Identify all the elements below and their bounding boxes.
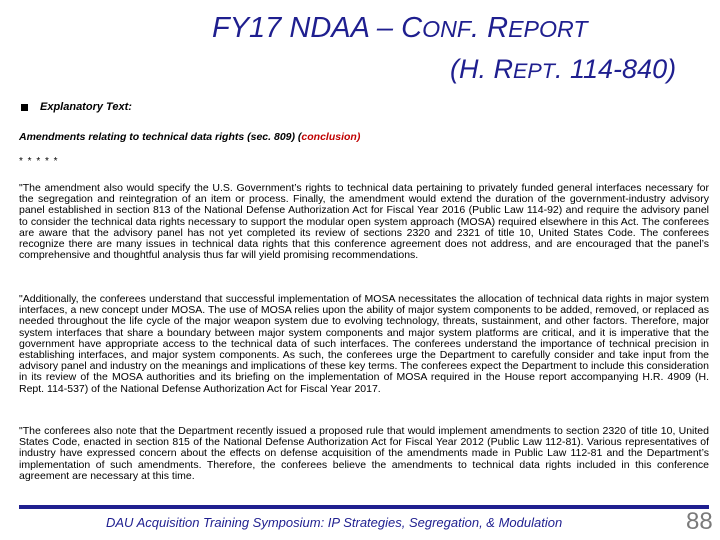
title-part: . R	[471, 12, 509, 44]
footer-text: DAU Acquisition Training Symposium: IP Strategies, Segregation, & Modulation	[106, 515, 563, 530]
slide-title-line2	[450, 54, 676, 85]
amendment-conclusion-text: conclusion)	[301, 131, 361, 143]
title-part-smallcaps: EPT	[513, 58, 555, 83]
title-part: (H. R	[450, 54, 513, 84]
title-part-smallcaps: EPORT	[508, 16, 588, 42]
paragraph-3: "The conferees also note that the Department recently issued a proposed rule that would implement amendments to section 2320 of title 10, United States Code, enacted in section 815 of the National Defense Authorization Act for Fiscal Year 2012 (Public Law 112-81). Various representatives of industry have expressed concern about the effects on defense acquisition of the amendments made in Public Law 112-81 and the Department’s implementation of such amendments. Therefore, the conferees believe the amendments to technical data rights included in this conference agreement are necessary at this time.	[19, 425, 709, 482]
paragraph-2: "Additionally, the conferees understand that successful implementation of MOSA necessitates the allocation of technical data rights in major system interfaces, a new concept under MOSA. The use of MOSA relies upon the ability of major system components to be added, removed, or replaced as needed throughout the life cycle of the major weapon system due to evolving technology, threats, sustainment, and other factors. Therefore, major system interfaces that share a boundary between major system components and major system platforms are critical, and it is imperative that the government have appropriate access to the technical data of such interfaces. The conferees understand the importance of technical precision in establishing interfaces, and major system components. As such, the conferees urge the Department to carefully consider and take input from the advisory panel and industry on the meanings and implications of these key terms. The conferees expect the Department to include this consideration in its review of the MOSA authorities and its briefing on the implementation of MOSA required in the House report accompanying H.R. 4909 (H. Rept. 114-537) of the National Defense Authorization Act for Fiscal Year 2017.	[19, 293, 709, 395]
amendment-heading-text: Amendments relating to technical data rights (sec. 809) (	[19, 131, 302, 143]
asterisk-separator: * * * * *	[19, 156, 59, 167]
slide-title-line1	[212, 12, 692, 45]
amendment-heading	[19, 131, 360, 143]
paragraph-1: "The amendment also would specify the U.S. Government’s rights to technical data pertaining to privately funded general interfaces necessary for the segregation and reintegration of an item or process. Finally, the amendment would extend the duration of the government-industry advisory panel established in section 813 of the National Defense Authorization Act for Fiscal Year 2016 (Public Law 114-92) and require the advisory panel to consider the technical data rights necessary to support the modular open system approach (MOSA) required elsewhere in this Act. The conferees are aware that the advisory panel has not yet completed its review of sections 2320 and 2321 of title 10, United States Code. The conferees recognize there are many issues in technical data rights that this conference agreement does not address, and are encouraged that the panel’s comprehensive and thoughtful analysis thus far will yield promising recommendations.	[19, 182, 709, 262]
square-bullet-icon	[21, 104, 28, 111]
page-number: 88	[686, 508, 713, 535]
title-part: . 114-840)	[555, 54, 677, 84]
bullet-heading: Explanatory Text:	[40, 101, 132, 113]
title-part: FY17 NDAA – C	[212, 12, 423, 44]
footer-divider	[19, 505, 709, 509]
title-part-smallcaps: ONF	[422, 16, 472, 42]
